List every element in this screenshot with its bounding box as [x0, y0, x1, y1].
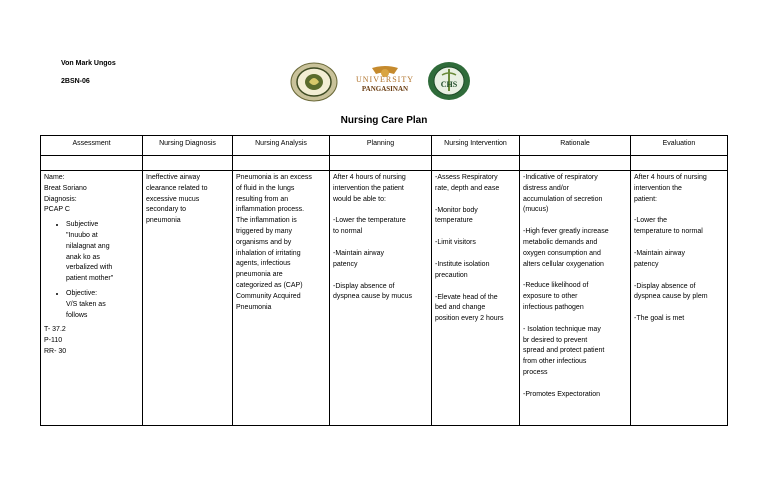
- assessment-vitals: T- 37.2 P-110 RR- 30: [44, 326, 67, 355]
- table-row: [41, 171, 728, 426]
- rationale-item: -Reduce likelihood of exposure to other infectious pathogen: [523, 282, 589, 311]
- chs-seal-logo: [427, 61, 471, 101]
- table-header-row: [41, 136, 728, 156]
- intervention-item: -Monitor body temperature: [435, 206, 478, 225]
- university-name-top: UNIVERSITY: [356, 75, 414, 84]
- intervention-item: -Elevate head of the bed and change position every 2 hours: [435, 293, 504, 323]
- evaluation-item: -Display absence of dyspnea cause by plem: [634, 282, 708, 301]
- school-seal-logo: [290, 62, 338, 102]
- evaluation-item: -Lower the temperature to normal: [634, 217, 703, 236]
- planning-cell: [330, 171, 432, 426]
- column-header: Assessment: [41, 136, 143, 156]
- evaluation-item: After 4 hours of nursing intervention the patient:: [634, 174, 707, 203]
- assessment-subjective: • Subjective "Inuubo at nilalagnat ang anak ko as verbalized with patient mother": [66, 221, 114, 283]
- evaluation-item: -The goal is met: [634, 315, 685, 323]
- planning-item: -Maintain airway patency: [333, 249, 384, 268]
- diagnosis-cell: [143, 171, 233, 426]
- column-header: Rationale: [520, 136, 631, 156]
- analysis-text: Pneumonia is an excess of fluid in the lungs resulting from an inflammation process. The inflammation is triggered by many organisms and by inhalation of irritating agents, infectious pneumonia are categorized as (CAP) Community Acquired Pneumonia: [236, 174, 312, 311]
- analysis-cell: [233, 171, 330, 426]
- rationale-item: -Promotes Expectoration: [523, 390, 601, 398]
- care-plan-table: [40, 135, 728, 426]
- column-header: Nursing Diagnosis: [143, 136, 233, 156]
- spacer-row: [41, 156, 728, 171]
- column-header: Evaluation: [631, 136, 728, 156]
- author-name: Von Mark Ungos: [61, 60, 116, 67]
- planning-item: -Display absence of dyspnea cause by mucus: [333, 282, 412, 301]
- planning-item: -Lower the temperature to normal: [333, 217, 406, 236]
- column-header: Nursing Analysis: [233, 136, 330, 156]
- evaluation-item: -Maintain airway patency: [634, 249, 685, 268]
- assessment-intro: Name: Breat Soriano Diagnosis: PCAP C: [44, 174, 87, 214]
- page-title: Nursing Care Plan: [340, 115, 428, 126]
- rationale-item: - Isolation technique may br desired to prevent spread and protect patient from other infectious process: [523, 325, 605, 376]
- intervention-item: -Institute isolation precaution: [435, 260, 490, 279]
- assessment-objective: • Objective: V/S taken as follows: [66, 289, 106, 319]
- intervention-item: -Limit visitors: [435, 239, 476, 247]
- svg-text:CHS: CHS: [440, 80, 458, 89]
- university-logo: [350, 66, 420, 100]
- university-name-bottom: PANGASINAN: [361, 85, 409, 93]
- intervention-item: -Assess Respiratory rate, depth and ease: [435, 174, 500, 192]
- evaluation-cell: [631, 171, 728, 426]
- column-header: Planning: [330, 136, 432, 156]
- planning-item: After 4 hours of nursing intervention the patient would be able to:: [333, 174, 406, 203]
- assessment-cell: [41, 171, 143, 426]
- intervention-cell: [432, 171, 520, 426]
- diagnosis-text: Ineffective airway clearance related to excessive mucus secondary to pneumonia: [146, 174, 208, 225]
- rationale-item: -Indicative of respiratory distress and/or accumulation of secretion (mucus): [523, 174, 603, 214]
- section-label: 2BSN-06: [61, 78, 90, 85]
- rationale-item: -High fever greatly increase metabolic demands and oxygen consumption and alters cellular oxygenation: [523, 228, 609, 268]
- column-header: Nursing Intervention: [432, 136, 520, 156]
- rationale-cell: [520, 171, 631, 426]
